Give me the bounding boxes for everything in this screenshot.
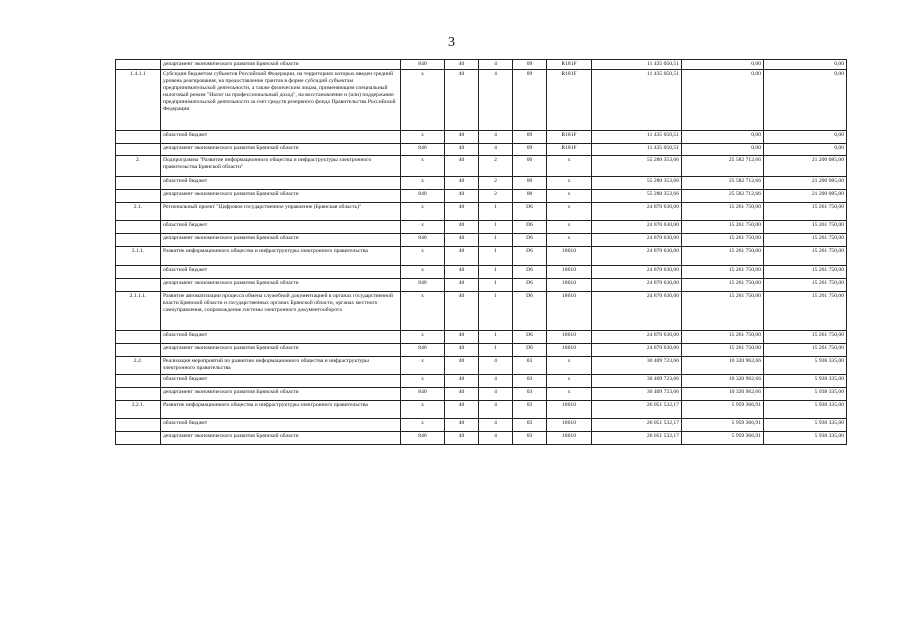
amount-year-1-cell: 24 870 630,00 (592, 221, 682, 234)
subprogram-code-cell: 1 (479, 331, 513, 344)
amount-year-1-cell: 24 870 630,00 (592, 247, 682, 266)
item-name-cell: Развитие автоматизации процесса обмена служебной документацией в органах государственной власти Брянской области и государственных органах Брянской области, органах местного самоуправления, сопровождение системы электронного документооборота (161, 292, 401, 331)
item-name-cell: департамент экономического развития Брянской области (161, 190, 401, 203)
row-number-cell: 2.2.1. (116, 401, 161, 419)
row-number-cell: 2. (116, 156, 161, 177)
direction-code-cell: 18610 (547, 266, 592, 279)
amount-year-2-cell: 15 261 750,00 (682, 266, 764, 279)
amount-year-3-cell: 15 261 750,00 (764, 292, 847, 331)
event-code-cell: 00 (513, 190, 547, 203)
amount-year-3-cell: 15 261 750,00 (764, 266, 847, 279)
row-number-cell (116, 266, 161, 279)
amount-year-3-cell: 15 261 750,00 (764, 344, 847, 357)
table-row (116, 70, 847, 131)
administrator-code-cell: x (401, 70, 445, 131)
administrator-code-cell: 840 (401, 432, 445, 445)
amount-year-1-cell: 24 870 630,00 (592, 279, 682, 292)
direction-code-cell: 18610 (547, 331, 592, 344)
amount-year-1-cell: 30 409 723,66 (592, 388, 682, 401)
table-row (116, 388, 847, 401)
amount-year-3-cell: 5 938 335,00 (764, 388, 847, 401)
direction-code-cell: R181F (547, 70, 592, 131)
item-name-cell: Региональный проект "Цифровое государственное управление (Брянская область)" (161, 203, 401, 221)
subprogram-code-cell: 4 (479, 375, 513, 388)
administrator-code-cell: 840 (401, 144, 445, 156)
subprogram-code-cell: 1 (479, 279, 513, 292)
amount-year-1-cell: 55 280 353,66 (592, 156, 682, 177)
subprogram-code-cell: 4 (479, 70, 513, 131)
table-row (116, 156, 847, 177)
table-row (116, 266, 847, 279)
subprogram-code-cell: 4 (479, 432, 513, 445)
amount-year-1-cell: 30 409 723,66 (592, 357, 682, 375)
amount-year-2-cell: 15 261 750,00 (682, 234, 764, 247)
amount-year-1-cell: 26 051 532,17 (592, 419, 682, 432)
administrator-code-cell: x (401, 266, 445, 279)
event-code-cell: D6 (513, 279, 547, 292)
event-code-cell: D6 (513, 247, 547, 266)
amount-year-2-cell: 15 261 750,00 (682, 203, 764, 221)
amount-year-3-cell: 15 261 750,00 (764, 203, 847, 221)
administrator-code-cell: x (401, 221, 445, 234)
row-number-cell: 2.1. (116, 203, 161, 221)
table-row (116, 234, 847, 247)
amount-year-1-cell: 55 280 353,66 (592, 177, 682, 190)
direction-code-cell: R181F (547, 60, 592, 70)
administrator-code-cell: x (401, 419, 445, 432)
table-row (116, 221, 847, 234)
table-row (116, 375, 847, 388)
amount-year-2-cell: 25 582 712,66 (682, 156, 764, 177)
amount-year-1-cell: 24 870 630,00 (592, 203, 682, 221)
table-row (116, 357, 847, 375)
direction-code-cell: x (547, 234, 592, 247)
item-name-cell: областной бюджет (161, 331, 401, 344)
program-code-cell: 40 (445, 247, 479, 266)
amount-year-2-cell: 10 320 962,66 (682, 357, 764, 375)
item-name-cell: департамент экономического развития Брянской области (161, 279, 401, 292)
program-code-cell: 40 (445, 375, 479, 388)
amount-year-3-cell: 21 200 085,00 (764, 156, 847, 177)
administrator-code-cell: x (401, 357, 445, 375)
direction-code-cell: 18610 (547, 432, 592, 445)
amount-year-2-cell: 15 261 750,00 (682, 221, 764, 234)
amount-year-2-cell: 25 582 712,66 (682, 177, 764, 190)
table-row (116, 60, 847, 70)
event-code-cell: 03 (513, 401, 547, 419)
amount-year-3-cell: 15 261 750,00 (764, 331, 847, 344)
amount-year-2-cell: 0,00 (682, 144, 764, 156)
subprogram-code-cell: 4 (479, 60, 513, 70)
administrator-code-cell: 840 (401, 279, 445, 292)
amount-year-3-cell: 15 261 750,00 (764, 279, 847, 292)
amount-year-2-cell: 15 261 750,00 (682, 292, 764, 331)
amount-year-3-cell: 5 938 335,00 (764, 401, 847, 419)
table-row (116, 292, 847, 331)
amount-year-3-cell: 0,00 (764, 60, 847, 70)
amount-year-2-cell: 5 959 366,91 (682, 401, 764, 419)
program-code-cell: 40 (445, 156, 479, 177)
row-number-cell (116, 234, 161, 247)
program-code-cell: 40 (445, 70, 479, 131)
table-row (116, 344, 847, 357)
program-code-cell: 40 (445, 419, 479, 432)
row-number-cell: 2.1.1.1. (116, 292, 161, 331)
program-code-cell: 40 (445, 60, 479, 70)
row-number-cell (116, 388, 161, 401)
table-row (116, 190, 847, 203)
administrator-code-cell: x (401, 331, 445, 344)
item-name-cell: областной бюджет (161, 266, 401, 279)
row-number-cell: 2.2. (116, 357, 161, 375)
amount-year-3-cell: 5 938 335,00 (764, 357, 847, 375)
administrator-code-cell: 840 (401, 60, 445, 70)
amount-year-1-cell: 24 870 630,00 (592, 292, 682, 331)
program-code-cell: 40 (445, 357, 479, 375)
amount-year-1-cell: 24 870 630,00 (592, 331, 682, 344)
event-code-cell: 00 (513, 156, 547, 177)
row-number-cell (116, 60, 161, 70)
program-code-cell: 40 (445, 331, 479, 344)
event-code-cell: 03 (513, 357, 547, 375)
direction-code-cell: R181F (547, 131, 592, 144)
direction-code-cell: x (547, 388, 592, 401)
event-code-cell: D6 (513, 344, 547, 357)
amount-year-1-cell: 55 280 353,66 (592, 190, 682, 203)
administrator-code-cell: x (401, 177, 445, 190)
row-number-cell (116, 344, 161, 357)
subprogram-code-cell: 1 (479, 344, 513, 357)
event-code-cell: D6 (513, 331, 547, 344)
item-name-cell: областной бюджет (161, 375, 401, 388)
amount-year-2-cell: 15 261 750,00 (682, 247, 764, 266)
administrator-code-cell: x (401, 156, 445, 177)
row-number-cell (116, 131, 161, 144)
amount-year-1-cell: 26 051 532,17 (592, 401, 682, 419)
subprogram-code-cell: 2 (479, 156, 513, 177)
item-name-cell: областной бюджет (161, 419, 401, 432)
row-number-cell (116, 144, 161, 156)
direction-code-cell: 18610 (547, 401, 592, 419)
amount-year-2-cell: 5 959 366,91 (682, 432, 764, 445)
row-number-cell (116, 190, 161, 203)
amount-year-3-cell: 0,00 (764, 144, 847, 156)
event-code-cell: D6 (513, 292, 547, 331)
direction-code-cell: 18610 (547, 279, 592, 292)
amount-year-1-cell: 11 435 050,51 (592, 131, 682, 144)
amount-year-3-cell: 5 938 335,00 (764, 419, 847, 432)
subprogram-code-cell: 4 (479, 388, 513, 401)
amount-year-3-cell: 15 261 750,00 (764, 221, 847, 234)
item-name-cell: департамент экономического развития Брянской области (161, 234, 401, 247)
amount-year-1-cell: 30 409 723,66 (592, 375, 682, 388)
administrator-code-cell: 840 (401, 190, 445, 203)
subprogram-code-cell: 1 (479, 203, 513, 221)
item-name-cell: департамент экономического развития Брянской области (161, 432, 401, 445)
program-code-cell: 40 (445, 221, 479, 234)
subprogram-code-cell: 2 (479, 177, 513, 190)
item-name-cell: департамент экономического развития Брянской области (161, 388, 401, 401)
subprogram-code-cell: 4 (479, 144, 513, 156)
item-name-cell: Подпрограмма "Развитие информационного общества и инфраструктуры электронного правительства Брянской области" (161, 156, 401, 177)
row-number-cell (116, 279, 161, 292)
amount-year-3-cell: 5 938 335,00 (764, 375, 847, 388)
row-number-cell (116, 177, 161, 190)
amount-year-2-cell: 10 320 962,66 (682, 375, 764, 388)
program-code-cell: 40 (445, 401, 479, 419)
administrator-code-cell: 840 (401, 234, 445, 247)
amount-year-3-cell: 0,00 (764, 70, 847, 131)
amount-year-3-cell: 5 938 335,00 (764, 432, 847, 445)
item-name-cell: департамент экономического развития Брянской области (161, 344, 401, 357)
item-name-cell: департамент экономического развития Брянской области (161, 144, 401, 156)
event-code-cell: 03 (513, 419, 547, 432)
event-code-cell: 03 (513, 375, 547, 388)
program-code-cell: 40 (445, 144, 479, 156)
item-name-cell: Развитие информационного общества и инфраструктуры электронного правительства (161, 247, 401, 266)
table-row (116, 432, 847, 445)
table-row (116, 419, 847, 432)
program-code-cell: 40 (445, 292, 479, 331)
item-name-cell: Субсидии бюджетам субъектов Российской Федерации, на территориях которых введен средний уровень реагирования, на предоставление грантов в форме субсидий субъектам предпринимательской деятельности, а также физическим лицам, применяющим специальный налоговый режим "Налог на профессиональный доход", на восстановление и (или) поддержание предпринимательской деятельности за счет средств резервного фонда Правительства Российской Федерации (161, 70, 401, 131)
amount-year-2-cell: 25 582 712,66 (682, 190, 764, 203)
direction-code-cell: 18610 (547, 292, 592, 331)
amount-year-2-cell: 15 261 750,00 (682, 344, 764, 357)
subprogram-code-cell: 1 (479, 292, 513, 331)
program-code-cell: 40 (445, 177, 479, 190)
program-code-cell: 40 (445, 344, 479, 357)
budget-table-body (116, 60, 847, 445)
item-name-cell: областной бюджет (161, 177, 401, 190)
table-row (116, 177, 847, 190)
row-number-cell: 2.1.1. (116, 247, 161, 266)
direction-code-cell: x (547, 156, 592, 177)
direction-code-cell: 18610 (547, 247, 592, 266)
administrator-code-cell: x (401, 292, 445, 331)
direction-code-cell: x (547, 190, 592, 203)
subprogram-code-cell: 4 (479, 401, 513, 419)
subprogram-code-cell: 4 (479, 131, 513, 144)
subprogram-code-cell: 2 (479, 190, 513, 203)
subprogram-code-cell: 4 (479, 357, 513, 375)
table-row (116, 331, 847, 344)
amount-year-2-cell: 5 959 366,91 (682, 419, 764, 432)
amount-year-1-cell: 26 051 532,17 (592, 432, 682, 445)
amount-year-2-cell: 0,00 (682, 131, 764, 144)
amount-year-1-cell: 11 435 050,51 (592, 144, 682, 156)
table-row (116, 401, 847, 419)
amount-year-2-cell: 15 261 750,00 (682, 279, 764, 292)
amount-year-2-cell: 0,00 (682, 60, 764, 70)
direction-code-cell: x (547, 357, 592, 375)
table-row (116, 131, 847, 144)
direction-code-cell: x (547, 177, 592, 190)
row-number-cell (116, 375, 161, 388)
subprogram-code-cell: 1 (479, 221, 513, 234)
amount-year-1-cell: 24 870 630,00 (592, 234, 682, 247)
program-code-cell: 40 (445, 266, 479, 279)
event-code-cell: D6 (513, 221, 547, 234)
amount-year-3-cell: 21 200 085,00 (764, 177, 847, 190)
amount-year-2-cell: 10 320 962,66 (682, 388, 764, 401)
program-code-cell: 40 (445, 203, 479, 221)
event-code-cell: 03 (513, 388, 547, 401)
program-code-cell: 40 (445, 388, 479, 401)
subprogram-code-cell: 4 (479, 419, 513, 432)
direction-code-cell: x (547, 375, 592, 388)
amount-year-3-cell: 15 261 750,00 (764, 234, 847, 247)
page-number: 3 (448, 35, 455, 50)
item-name-cell: департамент экономического развития Брянской области (161, 60, 401, 70)
administrator-code-cell: 840 (401, 388, 445, 401)
amount-year-2-cell: 15 261 750,00 (682, 331, 764, 344)
table-row (116, 247, 847, 266)
program-code-cell: 40 (445, 234, 479, 247)
amount-year-3-cell: 15 261 750,00 (764, 247, 847, 266)
row-number-cell (116, 331, 161, 344)
row-number-cell (116, 432, 161, 445)
administrator-code-cell: 840 (401, 344, 445, 357)
subprogram-code-cell: 1 (479, 234, 513, 247)
direction-code-cell: x (547, 203, 592, 221)
row-number-cell: 1.4.1.1 (116, 70, 161, 131)
amount-year-3-cell: 0,00 (764, 131, 847, 144)
amount-year-1-cell: 24 870 630,00 (592, 266, 682, 279)
event-code-cell: 09 (513, 131, 547, 144)
budget-table (115, 59, 847, 445)
item-name-cell: областной бюджет (161, 221, 401, 234)
event-code-cell: D6 (513, 234, 547, 247)
table-row (116, 203, 847, 221)
direction-code-cell: R181F (547, 144, 592, 156)
amount-year-3-cell: 21 200 085,00 (764, 190, 847, 203)
direction-code-cell: x (547, 221, 592, 234)
amount-year-2-cell: 0,00 (682, 70, 764, 131)
subprogram-code-cell: 1 (479, 266, 513, 279)
row-number-cell (116, 221, 161, 234)
administrator-code-cell: x (401, 247, 445, 266)
table-row (116, 279, 847, 292)
administrator-code-cell: x (401, 131, 445, 144)
administrator-code-cell: x (401, 375, 445, 388)
item-name-cell: областной бюджет (161, 131, 401, 144)
item-name-cell: Реализация мероприятий по развитию информационного общества и инфраструктуры электронного правительства (161, 357, 401, 375)
amount-year-1-cell: 24 870 630,00 (592, 344, 682, 357)
program-code-cell: 40 (445, 279, 479, 292)
amount-year-1-cell: 11 435 050,51 (592, 60, 682, 70)
item-name-cell: Развитие информационного общества и инфраструктуры электронного правительства (161, 401, 401, 419)
program-code-cell: 40 (445, 131, 479, 144)
event-code-cell: 03 (513, 432, 547, 445)
event-code-cell: 09 (513, 144, 547, 156)
program-code-cell: 40 (445, 432, 479, 445)
direction-code-cell: 18610 (547, 344, 592, 357)
event-code-cell: 09 (513, 70, 547, 131)
amount-year-1-cell: 11 435 050,51 (592, 70, 682, 131)
direction-code-cell: 18610 (547, 419, 592, 432)
event-code-cell: 00 (513, 177, 547, 190)
event-code-cell: D6 (513, 266, 547, 279)
administrator-code-cell: x (401, 203, 445, 221)
event-code-cell: D6 (513, 203, 547, 221)
subprogram-code-cell: 1 (479, 247, 513, 266)
program-code-cell: 40 (445, 190, 479, 203)
event-code-cell: 09 (513, 60, 547, 70)
table-row (116, 144, 847, 156)
row-number-cell (116, 419, 161, 432)
administrator-code-cell: x (401, 401, 445, 419)
